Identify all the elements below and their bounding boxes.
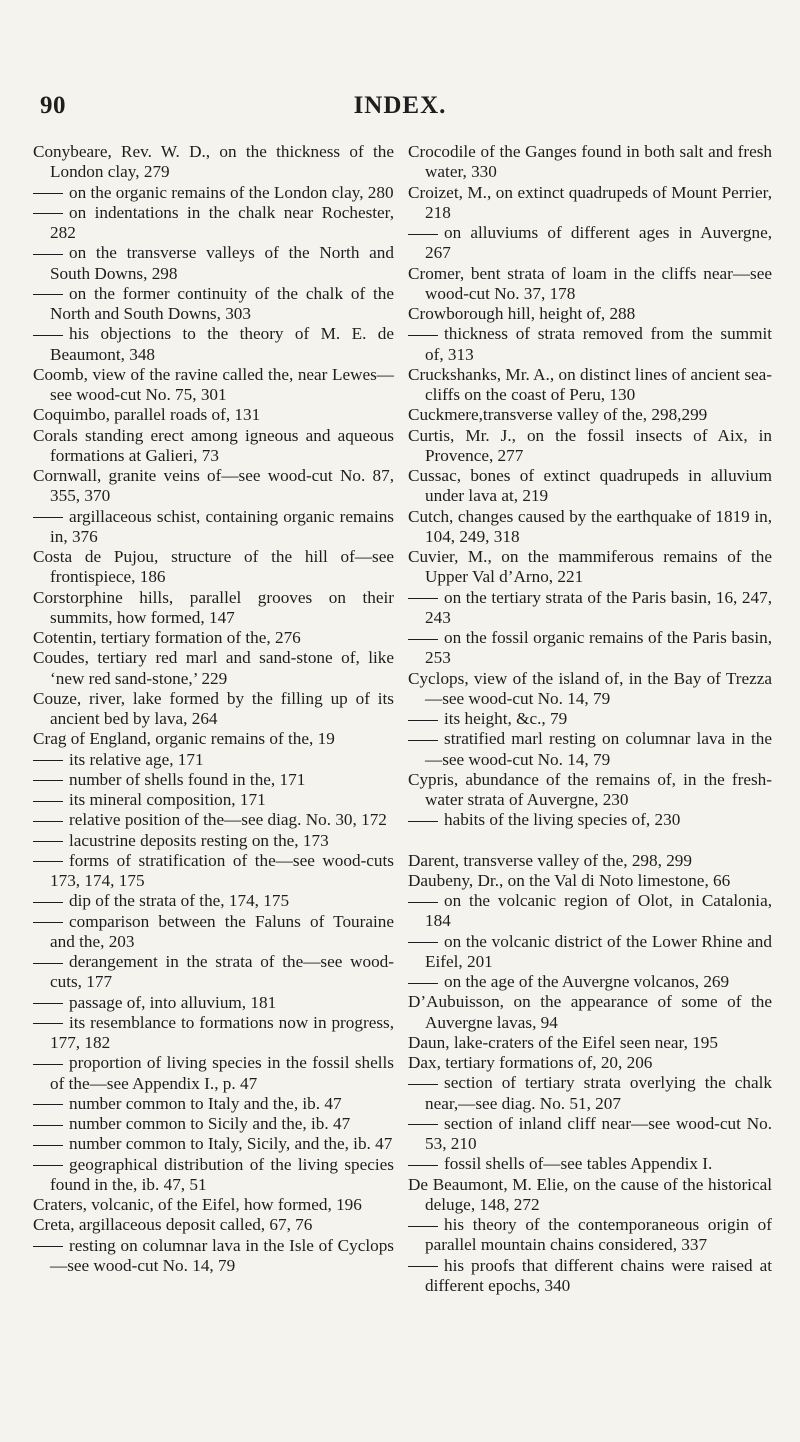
ditto-dash xyxy=(33,213,63,214)
index-subentry xyxy=(33,831,394,851)
ditto-dash xyxy=(33,760,63,761)
index-subentry xyxy=(33,183,394,203)
entry-text: argillaceous schist, containing organic remains in, 376 xyxy=(50,506,394,546)
index-subentry xyxy=(408,932,772,973)
ditto-dash xyxy=(33,1104,63,1105)
entry-text: forms of stratification of the—see wood-cuts 173, 174, 175 xyxy=(50,850,394,890)
ditto-dash xyxy=(408,821,438,822)
ditto-dash xyxy=(33,1165,63,1166)
ditto-dash xyxy=(33,335,63,336)
entry-text: its relative age, 171 xyxy=(69,749,204,769)
index-subentry xyxy=(408,324,772,365)
ditto-dash xyxy=(408,335,438,336)
entry-text: number common to Italy and the, ib. 47 xyxy=(69,1093,342,1113)
index-subentry xyxy=(33,993,394,1013)
index-entry xyxy=(408,1033,772,1053)
index-entry xyxy=(33,547,394,588)
entry-text: on indentations in the chalk near Rochester, 282 xyxy=(50,202,394,242)
index-entry xyxy=(33,1215,394,1235)
index-entry xyxy=(408,669,772,710)
index-entry xyxy=(408,365,772,406)
index-subentry xyxy=(33,952,394,993)
index-entry xyxy=(408,1175,772,1216)
ditto-dash xyxy=(408,902,438,903)
entry-text: Crag of England, organic remains of the, 19 xyxy=(33,729,335,749)
ditto-dash xyxy=(33,821,63,822)
entry-text: derangement in the strata of the—see wood-cuts, 177 xyxy=(50,952,394,992)
index-entry xyxy=(33,729,394,749)
page-number: 90 xyxy=(40,92,66,119)
ditto-dash xyxy=(408,740,438,741)
entry-text: his theory of the contemporaneous origin of parallel mountain chains considered, 337 xyxy=(425,1215,772,1255)
entry-text: Cyclops, view of the island of, in the Bay of Trezza—see wood-cut No. 14, 79 xyxy=(408,668,772,708)
index-entry xyxy=(33,426,394,467)
ditto-dash xyxy=(408,1124,438,1125)
ditto-dash xyxy=(33,902,63,903)
entry-text: Cromer, bent strata of loam in the cliffs near—see wood-cut No. 37, 178 xyxy=(408,263,772,303)
index-entry xyxy=(33,405,394,425)
page-header xyxy=(0,92,800,122)
index-subentry xyxy=(408,223,772,264)
left-index-column xyxy=(33,142,394,1276)
index-subentry xyxy=(408,891,772,932)
ditto-dash xyxy=(408,720,438,721)
entry-text: Cotentin, tertiary formation of the, 276 xyxy=(33,628,301,647)
index-subentry xyxy=(33,1114,394,1134)
entry-text: Coomb, view of the ravine called the, near Lewes—see wood-cut No. 75, 301 xyxy=(33,364,394,404)
entry-text: his objections to the theory of M. E. de Beaumont, 348 xyxy=(50,324,394,364)
index-entry xyxy=(408,1053,772,1073)
entry-text: on the transverse valleys of the North and South Downs, 298 xyxy=(50,243,394,283)
index-subentry xyxy=(33,891,394,911)
index-subentry xyxy=(33,1013,394,1054)
entry-text: on alluviums of different ages in Auvergne, 267 xyxy=(425,223,772,263)
entry-text: Coudes, tertiary red marl and sand-stone of, like ‘new red sand-stone,’ 229 xyxy=(33,648,394,688)
index-entry xyxy=(33,466,394,507)
entry-text: relative position of the—see diag. No. 30, 172 xyxy=(69,810,387,830)
entry-text: his proofs that different chains were raised at different epochs, 340 xyxy=(425,1255,772,1295)
ditto-dash xyxy=(33,1064,63,1065)
entry-text: on the fossil organic remains of the Paris basin, 253 xyxy=(425,628,772,668)
index-entry xyxy=(408,547,772,588)
entry-text: Crocodile of the Ganges found in both salt and fresh water, 330 xyxy=(408,142,772,182)
entry-text: on the organic remains of the London clay, 280 xyxy=(69,182,394,202)
index-subentry xyxy=(33,750,394,770)
entry-text: number of shells found in the, 171 xyxy=(69,769,306,789)
ditto-dash xyxy=(408,639,438,640)
entry-text: Dax, tertiary formations of, 20, 206 xyxy=(408,1053,653,1072)
index-subentry xyxy=(33,507,394,548)
running-head-title: INDEX. xyxy=(353,92,447,119)
index-subentry xyxy=(33,912,394,953)
entry-text: Cuvier, M., on the mammiferous remains of the Upper Val d’Arno, 221 xyxy=(408,547,772,587)
entry-text: number common to Sicily and the, ib. 47 xyxy=(69,1114,351,1133)
index-entry xyxy=(408,851,772,871)
index-subentry xyxy=(33,1155,394,1196)
entry-text: comparison between the Faluns of Touraine and the, 203 xyxy=(50,911,394,951)
ditto-dash xyxy=(33,963,63,964)
ditto-dash xyxy=(33,1023,63,1024)
entry-text: Curtis, Mr. J., on the fossil insects of Aix, in Provence, 277 xyxy=(408,425,772,465)
index-entry xyxy=(408,304,772,324)
index-subentry xyxy=(408,729,772,770)
entry-text: Croizet, M., on extinct quadrupeds of Mount Perrier, 218 xyxy=(408,182,772,222)
entry-text: thickness of strata removed from the summit of, 313 xyxy=(425,324,772,364)
ditto-dash xyxy=(33,254,63,255)
right-index-column xyxy=(408,142,772,1296)
index-subentry xyxy=(408,810,772,830)
entry-text: Darent, transverse valley of the, 298, 299 xyxy=(408,850,692,870)
entry-text: geographical distribution of the living species found in the, ib. 47, 51 xyxy=(50,1154,394,1194)
entry-text: its resemblance to formations now in progress, 177, 182 xyxy=(50,1012,394,1052)
ditto-dash xyxy=(33,780,63,781)
index-subentry xyxy=(408,1215,772,1256)
entry-text: Crowborough hill, height of, 288 xyxy=(408,304,636,323)
entry-text: section of tertiary strata overlying the chalk near,—see diag. No. 51, 207 xyxy=(425,1073,772,1113)
entry-text: on the age of the Auvergne volcanos, 269 xyxy=(444,972,730,991)
ditto-dash xyxy=(33,841,63,842)
entry-text: on the former continuity of the chalk of the North and South Downs, 303 xyxy=(50,283,394,323)
ditto-dash xyxy=(33,1003,63,1004)
entry-text: habits of the living species of, 230 xyxy=(444,810,681,830)
entry-text: Cutch, changes caused by the earthquake of 1819 in, 104, 249, 318 xyxy=(408,506,772,546)
index-entry xyxy=(33,689,394,730)
entry-text: Cussac, bones of extinct quadrupeds in alluvium under lava at, 219 xyxy=(408,466,772,506)
entry-text: Daun, lake-craters of the Eifel seen near, 195 xyxy=(408,1032,718,1052)
ditto-dash xyxy=(33,517,63,518)
entry-text: De Beaumont, M. Elie, on the cause of the historical deluge, 148, 272 xyxy=(408,1174,772,1214)
entry-text: Corals standing erect among igneous and aqueous formations at Galieri, 73 xyxy=(33,425,394,465)
index-subentry xyxy=(33,810,394,830)
entry-text: Cornwall, granite veins of—see wood-cut No. 87, 355, 370 xyxy=(33,466,394,506)
ditto-dash xyxy=(408,598,438,599)
index-entry xyxy=(408,264,772,305)
ditto-dash xyxy=(33,1125,63,1126)
ditto-dash xyxy=(33,1145,63,1146)
ditto-dash xyxy=(33,922,63,923)
entry-text: Coquimbo, parallel roads of, 131 xyxy=(33,405,261,425)
index-entry xyxy=(33,648,394,689)
entry-text: lacustrine deposits resting on the, 173 xyxy=(69,830,329,850)
index-subentry xyxy=(408,1073,772,1114)
index-subentry xyxy=(33,770,394,790)
index-entry xyxy=(408,142,772,183)
entry-text: Cruckshanks, Mr. A., on distinct lines of ancient sea-cliffs on the coast of Peru, 130 xyxy=(408,364,772,404)
index-subentry xyxy=(408,1256,772,1297)
entry-text: on the volcanic district of the Lower Rhine and Eifel, 201 xyxy=(425,931,772,971)
index-entry xyxy=(33,1195,394,1215)
ditto-dash xyxy=(408,234,438,235)
ditto-dash xyxy=(408,1226,438,1227)
entry-text: Craters, volcanic, of the Eifel, how formed, 196 xyxy=(33,1195,362,1214)
index-entry xyxy=(33,142,394,183)
index-subentry xyxy=(408,588,772,629)
ditto-dash xyxy=(408,1266,438,1267)
index-subentry xyxy=(33,851,394,892)
ditto-dash xyxy=(408,1084,438,1085)
entry-text: its mineral composition, 171 xyxy=(69,790,266,809)
ditto-dash xyxy=(33,193,63,194)
index-entry xyxy=(408,992,772,1033)
entry-text: fossil shells of—see tables Appendix I. xyxy=(444,1154,713,1174)
entry-text: Couze, river, lake formed by the filling up of its ancient bed by lava, 264 xyxy=(33,688,394,728)
entry-text: D’Aubuisson, on the appearance of some of the Auvergne lavas, 94 xyxy=(408,992,772,1032)
entry-text: stratified marl resting on columnar lava in the—see wood-cut No. 14, 79 xyxy=(425,729,772,769)
entry-text: its height, &c., 79 xyxy=(444,709,568,728)
index-entry xyxy=(408,426,772,467)
entry-text: proportion of living species in the fossil shells of the—see Appendix I., p. 47 xyxy=(50,1053,394,1093)
index-entry xyxy=(408,183,772,224)
index-entry xyxy=(408,507,772,548)
ditto-dash xyxy=(408,1165,438,1166)
index-entry xyxy=(33,365,394,406)
index-subentry xyxy=(408,709,772,729)
index-entry xyxy=(408,466,772,507)
ditto-dash xyxy=(408,983,438,984)
entry-text: dip of the strata of the, 174, 175 xyxy=(69,891,290,911)
index-entry xyxy=(408,871,772,891)
index-subentry xyxy=(408,1154,772,1174)
entry-text: resting on columnar lava in the Isle of Cyclops—see wood-cut No. 14, 79 xyxy=(50,1235,394,1275)
index-subentry xyxy=(33,203,394,244)
entry-text: Creta, argillaceous deposit called, 67, 76 xyxy=(33,1215,313,1235)
entry-text: Daubeny, Dr., on the Val di Noto limestone, 66 xyxy=(408,870,731,890)
entry-text: Conybeare, Rev. W. D., on the thickness of the London clay, 279 xyxy=(33,142,394,182)
ditto-dash xyxy=(33,294,63,295)
index-entry xyxy=(408,405,772,425)
entry-text: passage of, into alluvium, 181 xyxy=(69,992,277,1012)
entry-text: number common to Italy, Sicily, and the, ib. 47 xyxy=(69,1134,393,1154)
entry-text: Cuckmere,transverse valley of the, 298,299 xyxy=(408,405,708,425)
ditto-dash xyxy=(33,861,63,862)
ditto-dash xyxy=(33,801,63,802)
index-subentry xyxy=(408,1114,772,1155)
index-subentry xyxy=(408,972,772,992)
index-subentry xyxy=(33,284,394,325)
index-entry xyxy=(33,628,394,648)
entry-text: on the tertiary strata of the Paris basin, 16, 247, 243 xyxy=(425,587,772,627)
entry-text: on the volcanic region of Olot, in Catalonia, 184 xyxy=(425,891,772,931)
index-subentry xyxy=(33,1094,394,1114)
ditto-dash xyxy=(33,1246,63,1247)
index-subentry xyxy=(33,243,394,284)
entry-text: Costa de Pujou, structure of the hill of—see frontispiece, 186 xyxy=(33,547,394,587)
index-subentry xyxy=(33,1134,394,1154)
index-subentry xyxy=(408,628,772,669)
entry-text: Cypris, abundance of the remains of, in the fresh-water strata of Auvergne, 230 xyxy=(408,769,772,809)
entry-text: section of inland cliff near—see wood-cut No. 53, 210 xyxy=(425,1113,772,1153)
entry-text: Corstorphine hills, parallel grooves on their summits, how formed, 147 xyxy=(33,587,394,627)
index-subentry xyxy=(33,790,394,810)
ditto-dash xyxy=(408,942,438,943)
index-entry xyxy=(408,770,772,811)
index-subentry xyxy=(33,1053,394,1094)
index-subentry xyxy=(33,1236,394,1277)
index-entry xyxy=(33,588,394,629)
index-subentry xyxy=(33,324,394,365)
